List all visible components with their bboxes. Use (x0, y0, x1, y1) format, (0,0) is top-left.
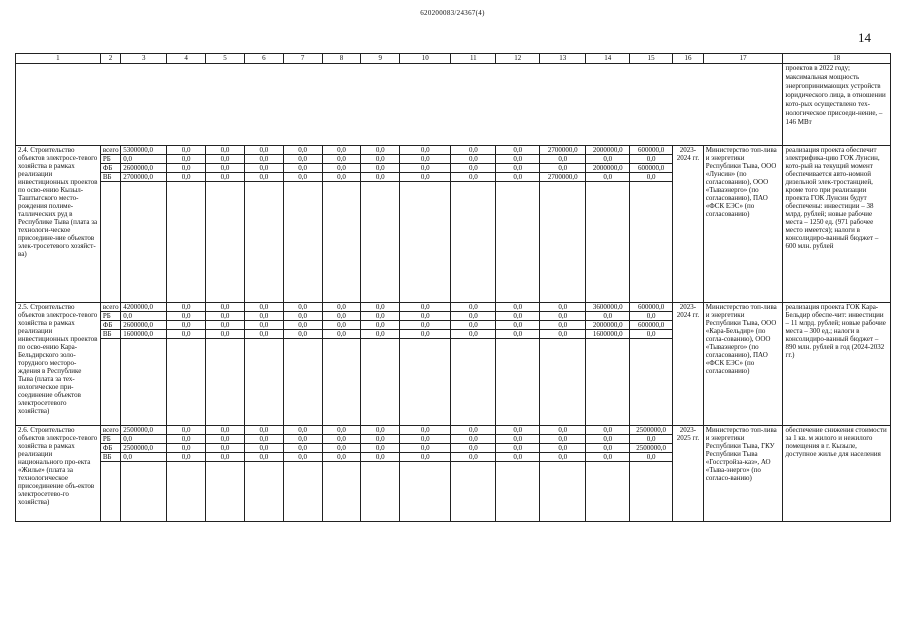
column-header: 10 (400, 54, 451, 64)
executors-cell: Министерство топ-лива и энергетики Республики Тыва, ООО «Кара-Бельдир» (по согла-сованию), ООО «Тываэнерго» (по согласованию), ПАО «ФСК ЕЭС» (по согласованию) (703, 303, 783, 426)
amount-cell: 0,0 (244, 321, 283, 330)
amount-cell: 0,0 (244, 330, 283, 339)
amount-cell: 600000,0 (630, 164, 673, 173)
amount-cell: 0,0 (586, 155, 630, 164)
empty-cell (283, 339, 322, 426)
amount-cell: 0,0 (451, 173, 496, 182)
amount-cell: 0,0 (496, 444, 540, 453)
empty-cell (630, 339, 673, 426)
header-row (16, 54, 891, 64)
empty-cell (206, 182, 245, 303)
empty-cell (586, 339, 630, 426)
amount-cell: 0,0 (283, 321, 322, 330)
program-table (15, 53, 891, 522)
amount-cell: 0,0 (586, 444, 630, 453)
amount-cell: 0,0 (322, 453, 361, 462)
amount-cell: 0,0 (540, 303, 586, 312)
amount-cell: 0,0 (496, 435, 540, 444)
column-header: 5 (206, 54, 245, 64)
amount-cell: 0,0 (400, 453, 451, 462)
funding-source-cell: РБ (100, 435, 120, 444)
amount-cell: 4200000,0 (121, 303, 167, 312)
column-header: 18 (783, 54, 891, 64)
amount-cell: 0,0 (244, 146, 283, 155)
amount-cell: 0,0 (496, 426, 540, 435)
amount-cell: 0,0 (540, 164, 586, 173)
table-body (16, 54, 891, 522)
column-header: 8 (322, 54, 361, 64)
amount-cell: 0,0 (400, 426, 451, 435)
amount-cell: 0,0 (540, 426, 586, 435)
amount-cell: 0,0 (322, 164, 361, 173)
amount-cell: 600000,0 (630, 303, 673, 312)
amount-cell: 0,0 (167, 426, 206, 435)
amount-cell: 0,0 (496, 173, 540, 182)
empty-cell (496, 462, 540, 522)
amount-cell: 0,0 (167, 173, 206, 182)
empty-cell (496, 182, 540, 303)
amount-cell: 0,0 (400, 312, 451, 321)
amount-cell: 0,0 (400, 164, 451, 173)
empty-cell (167, 339, 206, 426)
amount-cell: 0,0 (244, 444, 283, 453)
empty-cell (244, 462, 283, 522)
amount-cell: 0,0 (244, 312, 283, 321)
result-cell: обеспечение снижения стоимости за 1 кв. м жилого и нежилого помещения в г. Кызыле, доступное жилье для населения (783, 426, 891, 522)
table-row (16, 303, 891, 312)
column-header: 12 (496, 54, 540, 64)
amount-cell: 2700000,0 (540, 173, 586, 182)
empty-cell (322, 462, 361, 522)
amount-cell: 0,0 (206, 303, 245, 312)
amount-cell: 0,0 (400, 303, 451, 312)
amount-cell: 0,0 (361, 435, 400, 444)
amount-cell: 0,0 (586, 426, 630, 435)
event-name-cell: 2.6. Строительство объектов электросе-тевого хозяйства в рамках реализации национального про-екта «Жилье» (плата за технологическое присоединение объ-ектов электросетево-го хозяйства) (16, 426, 101, 522)
empty-cell (586, 182, 630, 303)
amount-cell: 0,0 (361, 146, 400, 155)
empty-cell (322, 182, 361, 303)
amount-cell: 0,0 (167, 312, 206, 321)
amount-cell: 0,0 (206, 321, 245, 330)
amount-cell: 0,0 (206, 146, 245, 155)
amount-cell: 0,0 (322, 435, 361, 444)
years-cell: 2023-2025 гг. (673, 426, 704, 522)
empty-cell (100, 339, 120, 426)
amount-cell: 0,0 (244, 435, 283, 444)
amount-cell: 2600000,0 (121, 321, 167, 330)
amount-cell: 0,0 (630, 330, 673, 339)
column-header: 9 (361, 54, 400, 64)
amount-cell: 0,0 (322, 330, 361, 339)
amount-cell: 0,0 (496, 303, 540, 312)
amount-cell: 2700000,0 (121, 173, 167, 182)
amount-cell: 0,0 (244, 426, 283, 435)
amount-cell: 0,0 (540, 435, 586, 444)
empty-cell (451, 182, 496, 303)
amount-cell: 0,0 (540, 321, 586, 330)
continuation-empty-cells (16, 64, 783, 146)
amount-cell: 0,0 (586, 435, 630, 444)
amount-cell: 0,0 (244, 173, 283, 182)
amount-cell: 0,0 (540, 453, 586, 462)
column-header: 1 (16, 54, 101, 64)
amount-cell: 0,0 (167, 164, 206, 173)
amount-cell: 0,0 (322, 426, 361, 435)
amount-cell: 0,0 (630, 155, 673, 164)
amount-cell: 0,0 (451, 303, 496, 312)
amount-cell: 0,0 (206, 453, 245, 462)
funding-source-cell: ФБ (100, 164, 120, 173)
amount-cell: 0,0 (496, 453, 540, 462)
amount-cell: 0,0 (361, 164, 400, 173)
funding-source-cell: ФБ (100, 321, 120, 330)
funding-source-cell: ВБ (100, 173, 120, 182)
amount-cell: 0,0 (206, 444, 245, 453)
amount-cell: 0,0 (167, 146, 206, 155)
amount-cell: 0,0 (244, 164, 283, 173)
amount-cell: 0,0 (630, 312, 673, 321)
amount-cell: 0,0 (206, 164, 245, 173)
amount-cell: 0,0 (322, 444, 361, 453)
amount-cell: 0,0 (400, 173, 451, 182)
amount-cell: 0,0 (400, 321, 451, 330)
amount-cell: 2700000,0 (540, 146, 586, 155)
amount-cell: 0,0 (361, 330, 400, 339)
amount-cell: 0,0 (630, 173, 673, 182)
funding-source-cell: ВБ (100, 453, 120, 462)
table-row (16, 426, 891, 435)
column-header: 13 (540, 54, 586, 64)
amount-cell: 0,0 (496, 164, 540, 173)
empty-cell (283, 182, 322, 303)
empty-cell (361, 339, 400, 426)
amount-cell: 0,0 (167, 330, 206, 339)
amount-cell: 0,0 (586, 173, 630, 182)
amount-cell: 0,0 (496, 155, 540, 164)
amount-cell: 0,0 (322, 303, 361, 312)
amount-cell: 0,0 (540, 330, 586, 339)
amount-cell: 0,0 (167, 303, 206, 312)
amount-cell: 0,0 (361, 303, 400, 312)
empty-cell (167, 462, 206, 522)
amount-cell: 0,0 (167, 444, 206, 453)
amount-cell: 2500000,0 (630, 426, 673, 435)
empty-cell (206, 339, 245, 426)
empty-cell (630, 182, 673, 303)
amount-cell: 2000000,0 (586, 146, 630, 155)
amount-cell: 0,0 (206, 312, 245, 321)
amount-cell: 0,0 (283, 435, 322, 444)
amount-cell: 0,0 (283, 330, 322, 339)
funding-source-cell: РБ (100, 312, 120, 321)
amount-cell: 0,0 (322, 146, 361, 155)
column-header: 17 (703, 54, 783, 64)
column-header: 11 (451, 54, 496, 64)
funding-source-cell: всего (100, 146, 120, 155)
amount-cell: 0,0 (121, 155, 167, 164)
amount-cell: 0,0 (496, 330, 540, 339)
amount-cell: 600000,0 (630, 146, 673, 155)
amount-cell: 0,0 (451, 155, 496, 164)
amount-cell: 0,0 (206, 426, 245, 435)
column-header: 3 (121, 54, 167, 64)
amount-cell: 0,0 (244, 453, 283, 462)
empty-cell (121, 339, 167, 426)
column-header: 7 (283, 54, 322, 64)
empty-cell (496, 339, 540, 426)
column-header: 2 (100, 54, 120, 64)
amount-cell: 1600000,0 (121, 330, 167, 339)
amount-cell: 0,0 (322, 321, 361, 330)
amount-cell: 0,0 (283, 312, 322, 321)
amount-cell: 0,0 (630, 435, 673, 444)
amount-cell: 0,0 (496, 321, 540, 330)
amount-cell: 0,0 (167, 435, 206, 444)
empty-cell (586, 462, 630, 522)
empty-cell (400, 339, 451, 426)
amount-cell: 1600000,0 (586, 330, 630, 339)
amount-cell: 0,0 (167, 155, 206, 164)
funding-source-cell: ФБ (100, 444, 120, 453)
executors-cell: Министерство топ-лива и энергетики Республики Тыва, ГКУ Республики Тыва «Госстройза-каз», АО «Тыва-энерго» (по согласо-ванию) (703, 426, 783, 522)
amount-cell: 2500000,0 (121, 426, 167, 435)
years-cell: 2023-2024 гг. (673, 146, 704, 303)
continuation-row (16, 64, 891, 146)
amount-cell: 0,0 (322, 312, 361, 321)
amount-cell: 0,0 (322, 173, 361, 182)
amount-cell: 0,0 (206, 173, 245, 182)
amount-cell: 0,0 (586, 312, 630, 321)
column-header: 16 (673, 54, 704, 64)
amount-cell: 0,0 (322, 155, 361, 164)
amount-cell: 0,0 (167, 453, 206, 462)
amount-cell: 0,0 (451, 312, 496, 321)
amount-cell: 3600000,0 (586, 303, 630, 312)
amount-cell: 2600000,0 (121, 164, 167, 173)
amount-cell: 0,0 (244, 155, 283, 164)
empty-cell (540, 182, 586, 303)
column-header: 15 (630, 54, 673, 64)
empty-cell (121, 462, 167, 522)
amount-cell: 0,0 (361, 321, 400, 330)
amount-cell: 0,0 (400, 330, 451, 339)
amount-cell: 0,0 (400, 146, 451, 155)
empty-cell (361, 462, 400, 522)
amount-cell: 0,0 (121, 312, 167, 321)
amount-cell: 0,0 (586, 453, 630, 462)
page-number: 14 (858, 30, 871, 45)
result-cell: реализация проекта ГОК Кара-Бельдир обеспе-чит: инвестиции – 11 млрд. рублей; новые рабочие места – 300 ед.; налоги в консолидиро-ванный бюджет – 890 млн. рублей в год (2024-2032 гг.) (783, 303, 891, 426)
amount-cell: 0,0 (451, 426, 496, 435)
empty-cell (167, 182, 206, 303)
amount-cell: 0,0 (361, 155, 400, 164)
empty-cell (451, 339, 496, 426)
amount-cell: 0,0 (361, 173, 400, 182)
amount-cell: 0,0 (540, 444, 586, 453)
amount-cell: 0,0 (400, 155, 451, 164)
amount-cell: 0,0 (206, 330, 245, 339)
amount-cell: 0,0 (451, 164, 496, 173)
amount-cell: 0,0 (451, 444, 496, 453)
empty-cell (206, 462, 245, 522)
empty-cell (121, 182, 167, 303)
amount-cell: 0,0 (206, 435, 245, 444)
amount-cell: 0,0 (361, 312, 400, 321)
amount-cell: 600000,0 (630, 321, 673, 330)
empty-cell (283, 462, 322, 522)
funding-source-cell: ВБ (100, 330, 120, 339)
amount-cell: 0,0 (283, 453, 322, 462)
amount-cell: 0,0 (121, 435, 167, 444)
amount-cell: 0,0 (496, 312, 540, 321)
empty-cell (400, 182, 451, 303)
amount-cell: 0,0 (496, 146, 540, 155)
years-cell: 2023-2024 гг. (673, 303, 704, 426)
empty-cell (361, 182, 400, 303)
funding-source-cell: всего (100, 303, 120, 312)
event-name-cell: 2.5. Строительство объектов электросе-тевого хозяйства в рамках реализации инвестиционных проектов по осво-ению Кара-Бельдирского золо-торудного месторо-ждения в Республике Тыва (плата за тех-нологическое при-соединение объектов электросетевого хозяйства) (16, 303, 101, 426)
amount-cell: 0,0 (283, 444, 322, 453)
empty-cell (540, 462, 586, 522)
amount-cell: 0,0 (283, 426, 322, 435)
amount-cell: 0,0 (206, 155, 245, 164)
amount-cell: 0,0 (283, 173, 322, 182)
amount-cell: 0,0 (361, 453, 400, 462)
amount-cell: 0,0 (630, 453, 673, 462)
empty-cell (400, 462, 451, 522)
amount-cell: 0,0 (451, 435, 496, 444)
amount-cell: 0,0 (451, 146, 496, 155)
amount-cell: 2000000,0 (586, 164, 630, 173)
amount-cell: 5300000,0 (121, 146, 167, 155)
amount-cell: 0,0 (361, 444, 400, 453)
amount-cell: 0,0 (283, 146, 322, 155)
amount-cell: 0,0 (283, 303, 322, 312)
amount-cell: 0,0 (400, 435, 451, 444)
empty-cell (244, 339, 283, 426)
amount-cell: 0,0 (121, 453, 167, 462)
amount-cell: 0,0 (283, 155, 322, 164)
amount-cell: 0,0 (361, 426, 400, 435)
amount-cell: 0,0 (540, 312, 586, 321)
event-name-cell: 2.4. Строительство объектов электросе-тевого хозяйства в рамках реализации инвестиционных проектов по осво-ению Кызыл-Таштыгского место-рождения полиме-таллических руд в Республике Тыва (плата за технологи-ческое присоедине-ние объектов элек-тросетевого хозяйст-ва) (16, 146, 101, 303)
empty-cell (451, 462, 496, 522)
table-row (16, 146, 891, 155)
empty-cell (244, 182, 283, 303)
document-id: 620200083/24367(4) (420, 9, 485, 17)
column-header: 14 (586, 54, 630, 64)
executors-cell: Министерство топ-лива и энергетики Республики Тыва, ООО «Лунсин» (по согласованию), ООО «Тываэнерго» (по согласованию), ПАО «ФСК ЕЭС» (по согласованию) (703, 146, 783, 303)
amount-cell: 2500000,0 (121, 444, 167, 453)
amount-cell: 0,0 (244, 303, 283, 312)
amount-cell: 0,0 (451, 321, 496, 330)
empty-cell (630, 462, 673, 522)
empty-cell (100, 182, 120, 303)
empty-cell (540, 339, 586, 426)
amount-cell: 0,0 (451, 330, 496, 339)
funding-source-cell: всего (100, 426, 120, 435)
column-header: 4 (167, 54, 206, 64)
amount-cell: 0,0 (451, 453, 496, 462)
amount-cell: 0,0 (167, 321, 206, 330)
amount-cell: 0,0 (400, 444, 451, 453)
amount-cell: 0,0 (283, 164, 322, 173)
column-header: 6 (244, 54, 283, 64)
empty-cell (322, 339, 361, 426)
continuation-result-text: проектов в 2022 году; максимальная мощность энергопринимающих устройств юридического лица, в отношении кото-рых осуществлено тех-нологическое присоеди-нение, – 146 МВт (783, 64, 891, 146)
funding-source-cell: РБ (100, 155, 120, 164)
amount-cell: 2000000,0 (586, 321, 630, 330)
amount-cell: 2500000,0 (630, 444, 673, 453)
empty-cell (100, 462, 120, 522)
result-cell: реализация проекта обеспечит электрифика-цию ГОК Лунсин, кото-рый на текущий момент обеспечивается авто-номной дизельной элек-тростанцией, кроме того при реализации проекта ГОК Лунсин будут обеспечены: инвестиции – 38 млрд. рублей; новые рабочие места – 1250 ед. (971 рабочее место имеется); налоги в консолидиро-ванный бюджет – 600 млн. рублей (783, 146, 891, 303)
amount-cell: 0,0 (540, 155, 586, 164)
